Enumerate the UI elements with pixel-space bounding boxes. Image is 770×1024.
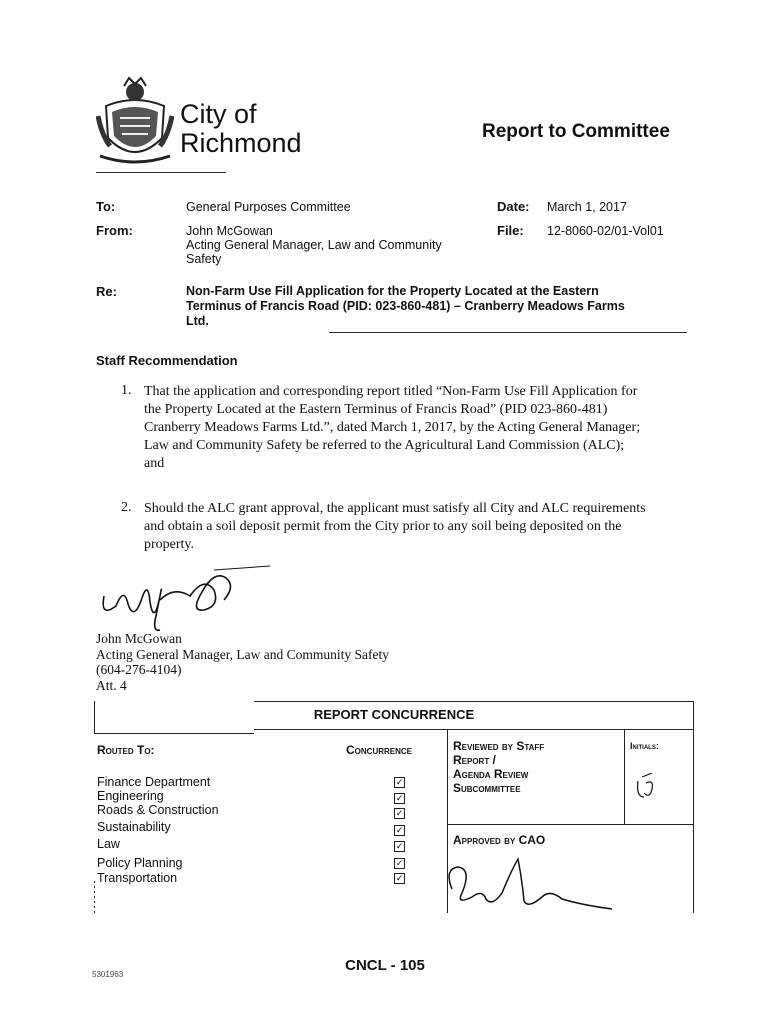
concurrence-header: Concurrence [346, 743, 413, 757]
department-row: Finance Department [97, 775, 211, 789]
rec-item-2-line: and obtain a soil deposit permit from the City prior to any soil being deposited on the [144, 519, 622, 534]
rec-item-1 [144, 383, 684, 473]
document-number: 5301963 [92, 970, 124, 979]
department-row: Law [97, 837, 120, 851]
city-name-line1: City of [180, 99, 257, 129]
signatory-name: John McGowan [96, 631, 182, 646]
rec-item-2 [144, 500, 684, 554]
signatory-phone: (604-276-4104) [96, 662, 182, 677]
to-label: To: [96, 199, 116, 214]
rec-item-2-number: 2. [121, 500, 132, 515]
report-title: Report to Committee [482, 121, 670, 142]
signatory-title: Acting General Manager, Law and Community Safety [96, 646, 389, 662]
from-title-line2: Safety [186, 252, 222, 266]
concurrence-checkbox[interactable]: ✓ [395, 793, 404, 803]
attachments-count: Att. 4 [96, 677, 127, 693]
re-line2: Terminus of Francis Road (PID: 023-860-481) – Cranberry Meadows Farms [186, 299, 625, 313]
re-value [186, 284, 706, 329]
cao-signature [442, 849, 622, 913]
from-name: John McGowan [186, 224, 273, 238]
handwritten-signature [94, 556, 274, 636]
concurrence-checkbox[interactable]: ✓ [395, 777, 404, 787]
concurrence-checkbox[interactable]: ✓ [395, 825, 404, 835]
reviewed-line2: Report / [453, 753, 496, 767]
routed-to-header: Routed To: [97, 743, 155, 757]
logo-divider [96, 172, 226, 173]
concurrence-checkbox[interactable]: ✓ [395, 873, 404, 883]
re-line1: Non-Farm Use Fill Application for the Property Located at the Eastern [186, 284, 599, 298]
initials-label: Initials: [630, 741, 659, 751]
department-row: Transportation [97, 871, 178, 885]
city-name [180, 100, 302, 158]
department-row: Engineering [97, 789, 164, 803]
approved-by-cao-label: Approved by CAO [453, 833, 546, 847]
page-reference: CNCL - 105 [345, 957, 425, 974]
file-value: 12-8060-02/01-Vol01 [547, 224, 664, 238]
concurrence-title: REPORT CONCURRENCE [313, 707, 475, 722]
rec-item-1-line: Cranberry Meadows Farms Ltd.”, dated March 1, 2017, by the Acting General Manager; [144, 420, 641, 435]
rec-item-2-line: Should the ALC grant approval, the applicant must satisfy all City and ALC requirements [144, 501, 646, 516]
staff-recommendation-heading: Staff Recommendation [96, 353, 238, 368]
re-line3: Ltd. [186, 314, 209, 328]
concurrence-checkbox[interactable]: ✓ [395, 858, 404, 868]
initials-signature [634, 773, 658, 803]
reviewed-line3: Agenda Review [453, 767, 529, 781]
date-label: Date: [497, 199, 530, 214]
re-label: Re: [96, 284, 117, 299]
reviewed-line4: Subcommittee [453, 781, 521, 795]
rec-item-1-line: and [144, 456, 165, 471]
reviewed-by-staff-label [453, 739, 544, 795]
rec-item-1-number: 1. [121, 383, 132, 398]
re-divider [329, 332, 687, 333]
department-row: Roads & Construction [97, 803, 219, 817]
department-row: Policy Planning [97, 856, 183, 870]
from-label: From: [96, 223, 133, 238]
to-value: General Purposes Committee [186, 200, 351, 214]
from-title-line1: Acting General Manager, Law and Community [186, 238, 442, 252]
reviewed-line1: Reviewed by Staff [453, 739, 545, 753]
rec-item-1-line: the Property Located at the Eastern Terminus of Francis Road” (PID 023-860-481) [144, 402, 608, 417]
rec-item-1-line: Law and Community Safety be referred to the Agricultural Land Commission (ALC); [144, 438, 625, 453]
from-value [186, 224, 442, 266]
department-row: Sustainability [97, 820, 171, 834]
file-label: File: [497, 223, 524, 238]
rec-item-1-line: That the application and corresponding report titled “Non-Farm Use Fill Application for [144, 384, 638, 399]
rec-item-2-line: property. [144, 537, 195, 552]
city-name-line2: Richmond [180, 128, 302, 158]
report-concurrence-box [94, 701, 694, 913]
date-value: March 1, 2017 [547, 200, 627, 214]
city-crest-logo [96, 76, 174, 168]
concurrence-checkbox[interactable]: ✓ [395, 808, 404, 818]
concurrence-checkbox[interactable]: ✓ [395, 841, 404, 851]
signatory-block [96, 631, 389, 693]
